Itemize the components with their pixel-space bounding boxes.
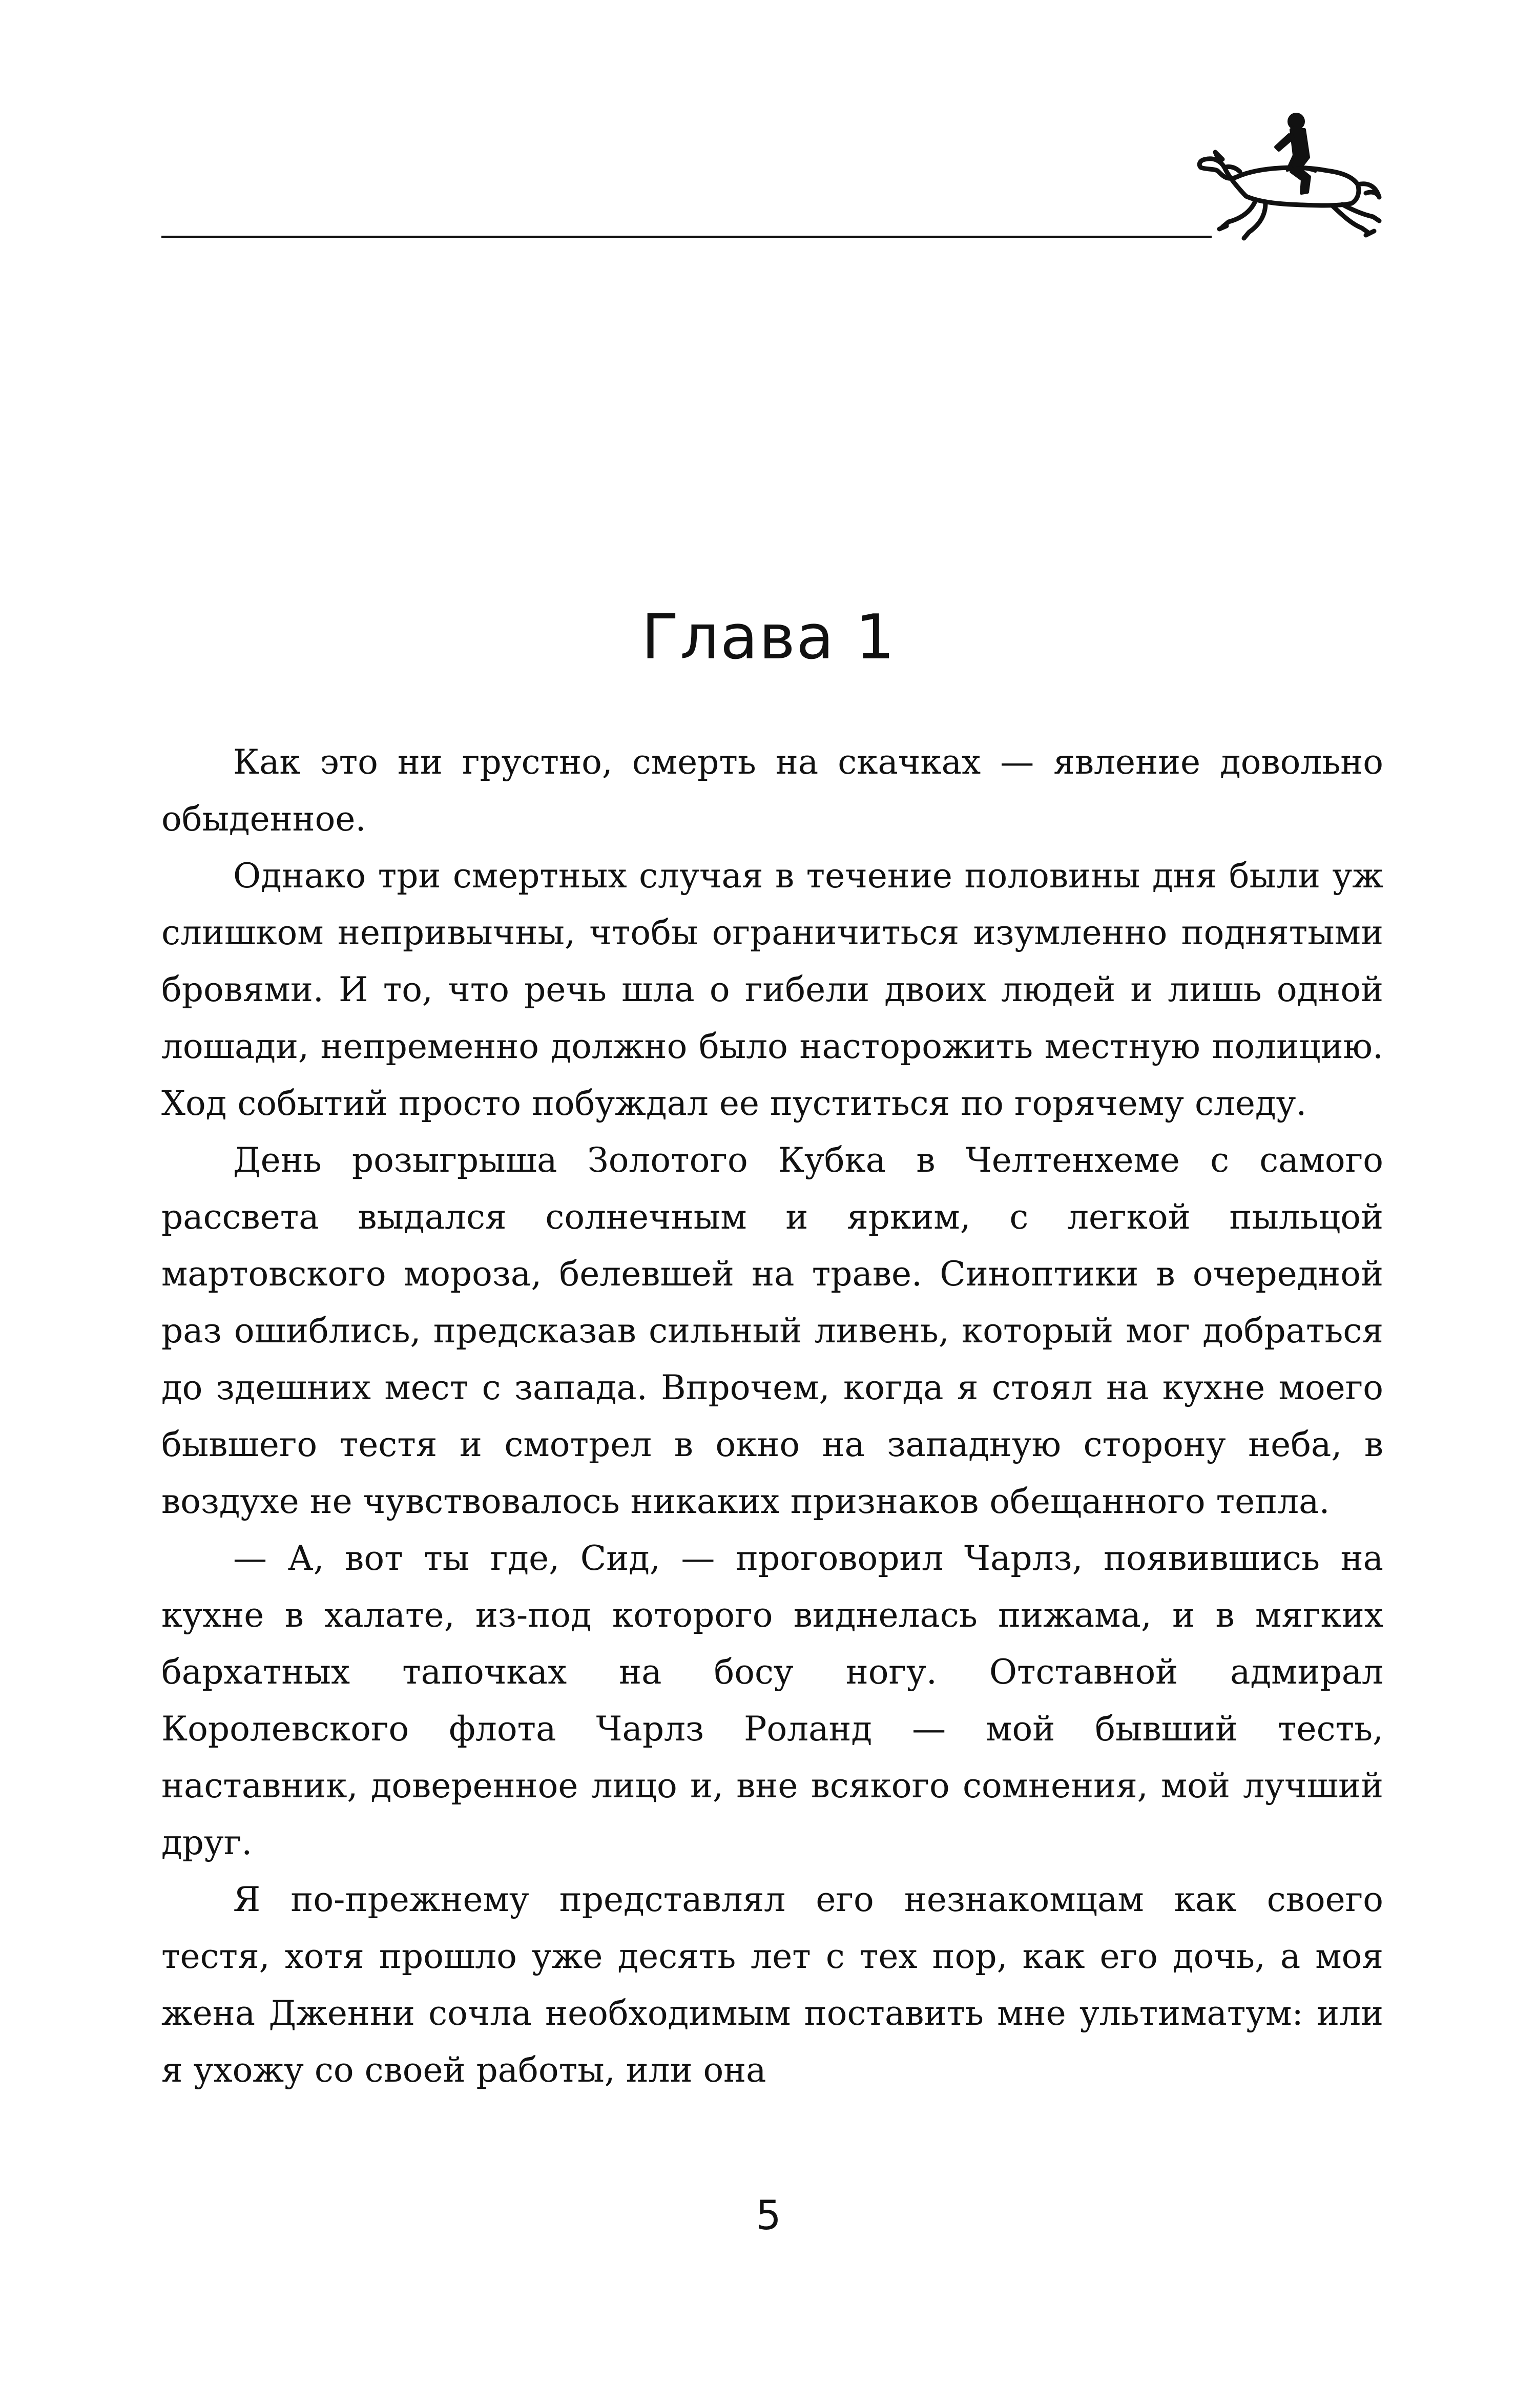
chapter-title: Глава 1 bbox=[641, 602, 896, 673]
paragraph: День розыгрыша Золотого Кубка в Челтенхеме с самого рассвета выдался солнечным и ярким, с легкой пыльцой мартовского мороза, белевшей на траве. Синоптики в очередной раз ошиблись, предсказав сильный ливень, который мог добраться до здешних мест с запада. Впрочем, когда я стоял на кухне моего бывшего тестя и смотрел в окно на западную сторону неба, в воздухе не чувствовалось никаких признаков обещанного тепла. bbox=[161, 1140, 1383, 1521]
paragraph: Как это ни грустно, смерть на скачках — явление довольно обыденное. bbox=[161, 742, 1383, 839]
paragraph: Однако три смертных случая в течение половины дня были уж слишком непривычны, чтобы ограничиться изумленно поднятыми бровями. И то, что речь шла о гибели двоих людей и лишь одной лошади, непременно должно было насторожить местную полицию. Ход событий просто побуждал ее пуститься по горячему следу. bbox=[161, 856, 1383, 1123]
body-text bbox=[161, 734, 1383, 2099]
paragraph: — А, вот ты где, Сид, — проговорил Чарлз, появившись на кухне в халате, из-под которого виднелась пижама, и в мягких бархатных тапочках на босу ногу. Отставной адмирал Королевского флота Чарлз Роланд — мой бывший тесть, наставник, доверенное лицо и, вне всякого сомнения, мой лучший друг. bbox=[161, 1539, 1383, 1862]
horse-and-rider-icon bbox=[1189, 110, 1383, 248]
page-number: 5 bbox=[756, 2193, 781, 2239]
paragraph: Я по-прежнему представлял его незнакомцам как своего тестя, хотя прошло уже десять лет с тех пор, как его дочь, а моя жена Дженни сочла необходимым поставить мне ультиматум: или я ухожу со своей работы, или она bbox=[161, 1880, 1383, 2090]
header-rule bbox=[161, 236, 1212, 238]
